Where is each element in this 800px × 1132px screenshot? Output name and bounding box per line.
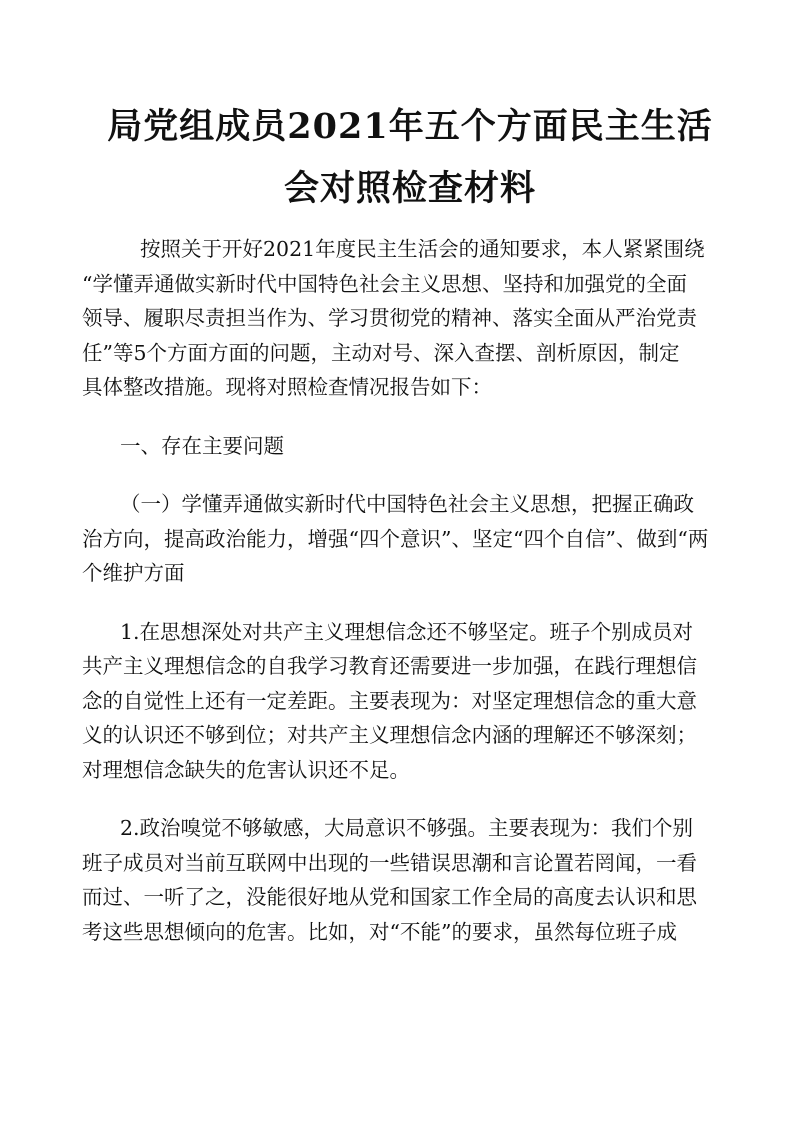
- point-2-paragraph: [82, 811, 738, 949]
- point-2-line: 2.政治嗅觉不够敏感，大局意识不够强。主要表现为：我们个别: [120, 816, 694, 840]
- section-heading: [82, 429, 738, 464]
- intro-paragraph: [82, 232, 738, 405]
- subsection-heading: [82, 487, 738, 591]
- title-line: 局党组成员2021年五个方面民主生活: [107, 106, 713, 147]
- intro-line: 按照关于开好2021年度民主生活会的通知要求，本人紧紧围绕: [140, 237, 705, 261]
- intro-line: 具体整改措施。现将对照检查情况报告如下：: [82, 375, 492, 399]
- subsection-line: 个维护方面: [82, 561, 185, 585]
- point-1-paragraph: [82, 615, 738, 788]
- point-1-line: 义的认识还不够到位；对共产主义理想信念内涵的理解还不够深刻；: [82, 723, 697, 747]
- subsection-line: （一）学懂弄通做实新时代中国特色社会主义思想，把握正确政: [120, 492, 694, 516]
- intro-line: 任”等5个方面方面的问题，主动对号、深入查摆、剖析原因，制定: [82, 340, 680, 365]
- point-2-line: 而过、一听了之，没能很好地从党和国家工作全局的高度去认识和思: [82, 885, 697, 909]
- point-1-line: 1.在思想深处对共产主义理想信念还不够坚定。班子个别成员对: [120, 619, 694, 644]
- point-1-line: 共产主义理想信念的自我学习教育还需要进一步加强，在践行理想信: [82, 654, 697, 678]
- intro-line: “学懂弄通做实新时代中国特色社会主义思想、坚持和加强党的全面: [82, 271, 687, 296]
- point-2-line: 考这些思想倾向的危害。比如，对“不能”的要求，虽然每位班子成: [82, 919, 677, 944]
- section-heading-text: 一、存在主要问题: [120, 433, 284, 458]
- subsection-line: 治方向，提高政治能力，增强“四个意识”、坚定“四个自信”、做到“两: [82, 526, 709, 551]
- document-title: [82, 0, 738, 220]
- title-line: 会对照检查材料: [283, 168, 536, 209]
- intro-line: 领导、履职尽责担当作为、学习贯彻党的精神、落实全面从严治党责: [82, 306, 697, 330]
- point-1-line: 对理想信念缺失的危害认识还不足。: [82, 757, 410, 782]
- point-2-line: 班子成员对当前互联网中出现的一些错误思潮和言论置若罔闻，一看: [82, 850, 697, 875]
- point-1-line: 念的自觉性上还有一定差距。主要表现为：对坚定理想信念的重大意: [82, 688, 697, 713]
